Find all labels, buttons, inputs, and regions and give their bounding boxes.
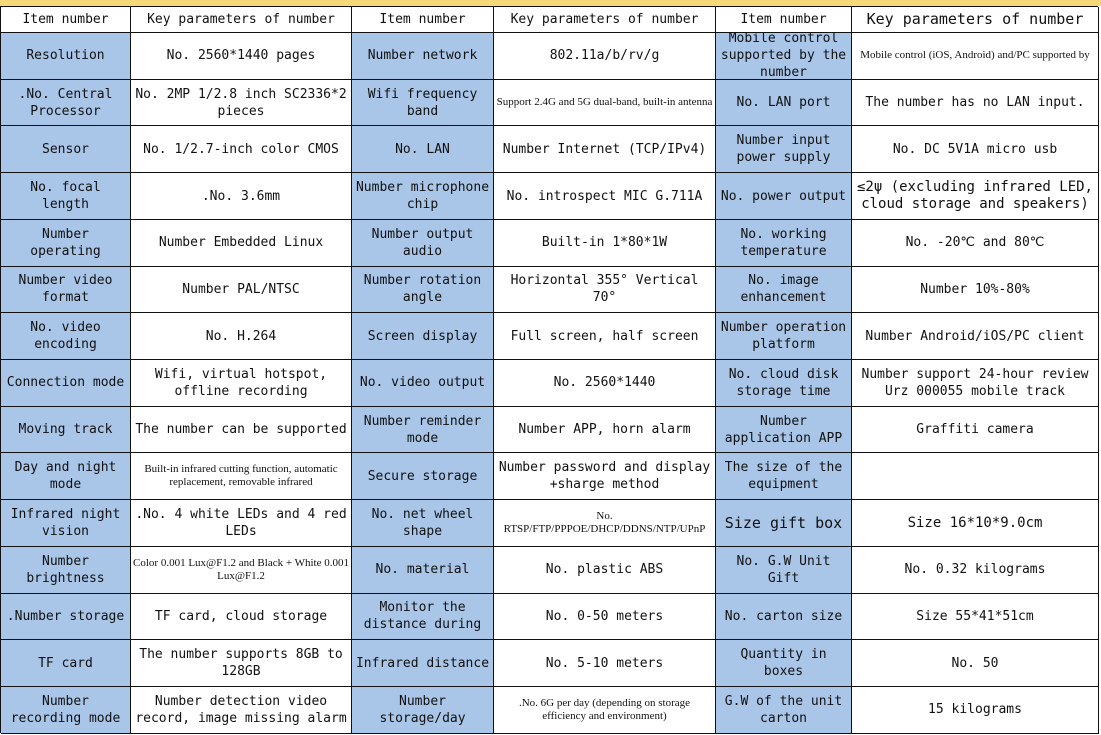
- column-header: Item number: [716, 7, 852, 33]
- parameter-value: No. introspect MIC G.711A: [494, 173, 716, 220]
- item-label: Screen display: [352, 313, 494, 360]
- item-label: TF card: [1, 640, 131, 687]
- item-label: Number application APP: [716, 407, 852, 454]
- item-label: Number operating: [1, 220, 131, 267]
- item-label: Number network: [352, 33, 494, 80]
- parameter-value: No. 50: [852, 640, 1099, 687]
- parameter-value: Number PAL/NTSC: [131, 267, 352, 314]
- parameter-value: The number has no LAN input.: [852, 80, 1099, 127]
- column-header: Item number: [1, 7, 131, 33]
- parameter-value: No. 5-10 meters: [494, 640, 716, 687]
- item-label: Number output audio: [352, 220, 494, 267]
- parameter-value: No. 0.32 kilograms: [852, 547, 1099, 594]
- parameter-value: No. 2MP 1/2.8 inch SC2336*2 pieces: [131, 80, 352, 127]
- item-label: The size of the equipment: [716, 453, 852, 500]
- parameter-value: Number support 24-hour review Urz 000055 mobile track: [852, 360, 1099, 407]
- item-label: Wifi frequency band: [352, 80, 494, 127]
- column-header: Key parameters of number: [131, 7, 352, 33]
- item-label: No. working temperature: [716, 220, 852, 267]
- parameter-value: Number APP, horn alarm: [494, 407, 716, 454]
- item-label: Resolution: [1, 33, 131, 80]
- parameter-value: .No. 4 white LEDs and 4 red LEDs: [131, 500, 352, 547]
- parameter-value: [852, 453, 1099, 500]
- item-label: Day and night mode: [1, 453, 131, 500]
- parameter-value: The number supports 8GB to 128GB: [131, 640, 352, 687]
- item-label: No. material: [352, 547, 494, 594]
- item-label: No. power output: [716, 173, 852, 220]
- item-label: Sensor: [1, 126, 131, 173]
- parameter-value: No. 2560*1440 pages: [131, 33, 352, 80]
- item-label: Number operation platform: [716, 313, 852, 360]
- parameter-value: Number password and display +sharge method: [494, 453, 716, 500]
- parameter-value: Size 55*41*51cm: [852, 594, 1099, 641]
- item-label: Connection mode: [1, 360, 131, 407]
- parameter-value: Mobile control (iOS, Android) and/PC supported by: [852, 33, 1099, 80]
- item-label: No. G.W Unit Gift: [716, 547, 852, 594]
- parameter-value: No. -20℃ and 80℃: [852, 220, 1099, 267]
- item-label: No. video output: [352, 360, 494, 407]
- parameter-value: Number detection video record, image missing alarm: [131, 687, 352, 734]
- parameter-value: No. H.264: [131, 313, 352, 360]
- parameter-value: Graffiti camera: [852, 407, 1099, 454]
- parameter-value: .No. 3.6mm: [131, 173, 352, 220]
- item-label: No. focal length: [1, 173, 131, 220]
- parameter-value: No. 2560*1440: [494, 360, 716, 407]
- parameter-value: Number 10%-80%: [852, 267, 1099, 314]
- parameter-value: Color 0.001 Lux@F1.2 and Black + White 0.001 Lux@F1.2: [131, 547, 352, 594]
- parameter-value: Number Embedded Linux: [131, 220, 352, 267]
- parameter-value: The number can be supported: [131, 407, 352, 454]
- item-label: Number microphone chip: [352, 173, 494, 220]
- item-label: Secure storage: [352, 453, 494, 500]
- item-label: No. carton size: [716, 594, 852, 641]
- parameter-value: Built-in infrared cutting function, automatic replacement, removable infrared: [131, 453, 352, 500]
- item-label: No. image enhancement: [716, 267, 852, 314]
- parameter-value: Support 2.4G and 5G dual-band, built-in antenna: [494, 80, 716, 127]
- item-label: Quantity in boxes: [716, 640, 852, 687]
- parameter-value: Built-in 1*80*1W: [494, 220, 716, 267]
- item-label: No. net wheel shape: [352, 500, 494, 547]
- item-label: G.W of the unit carton: [716, 687, 852, 734]
- item-label: .Number storage: [1, 594, 131, 641]
- parameter-value: Number Android/iOS/PC client: [852, 313, 1099, 360]
- item-label: Moving track: [1, 407, 131, 454]
- item-label: Mobile control supported by the number: [716, 33, 852, 80]
- parameter-value: Wifi, virtual hotspot, offline recording: [131, 360, 352, 407]
- item-label: .No. Central Processor: [1, 80, 131, 127]
- parameter-value: ≤2ψ (excluding infrared LED, cloud storage and speakers): [852, 173, 1099, 220]
- item-label: Number storage/day: [352, 687, 494, 734]
- item-label: Infrared night vision: [1, 500, 131, 547]
- parameter-value: 802.11a/b/rv/g: [494, 33, 716, 80]
- parameter-value: No. 0-50 meters: [494, 594, 716, 641]
- item-label: Infrared distance: [352, 640, 494, 687]
- item-label: Number video format: [1, 267, 131, 314]
- parameter-value: No. RTSP/FTP/PPPOE/DHCP/DDNS/NTP/UPnP: [494, 500, 716, 547]
- item-label: Number input power supply: [716, 126, 852, 173]
- item-label: Number brightness: [1, 547, 131, 594]
- parameter-value: Size 16*10*9.0cm: [852, 500, 1099, 547]
- item-label: No. LAN port: [716, 80, 852, 127]
- column-header: Key parameters of number: [494, 7, 716, 33]
- parameter-value: Full screen, half screen: [494, 313, 716, 360]
- item-label: No. LAN: [352, 126, 494, 173]
- parameter-value: No. DC 5V1A micro usb: [852, 126, 1099, 173]
- parameter-value: TF card, cloud storage: [131, 594, 352, 641]
- item-label: Number recording mode: [1, 687, 131, 734]
- parameter-value: Number Internet (TCP/IPv4): [494, 126, 716, 173]
- item-label: Number rotation angle: [352, 267, 494, 314]
- spec-table: [0, 6, 1098, 733]
- parameter-value: .No. 6G per day (depending on storage efficiency and environment): [494, 687, 716, 734]
- column-header: Key parameters of number: [852, 7, 1099, 33]
- item-label: Number reminder mode: [352, 407, 494, 454]
- parameter-value: Horizontal 355° Vertical 70°: [494, 267, 716, 314]
- item-label: Size gift box: [716, 500, 852, 547]
- parameter-value: No. plastic ABS: [494, 547, 716, 594]
- item-label: Monitor the distance during: [352, 594, 494, 641]
- item-label: No. video encoding: [1, 313, 131, 360]
- column-header: Item number: [352, 7, 494, 33]
- parameter-value: No. 1/2.7-inch color CMOS: [131, 126, 352, 173]
- item-label: No. cloud disk storage time: [716, 360, 852, 407]
- parameter-value: 15 kilograms: [852, 687, 1099, 734]
